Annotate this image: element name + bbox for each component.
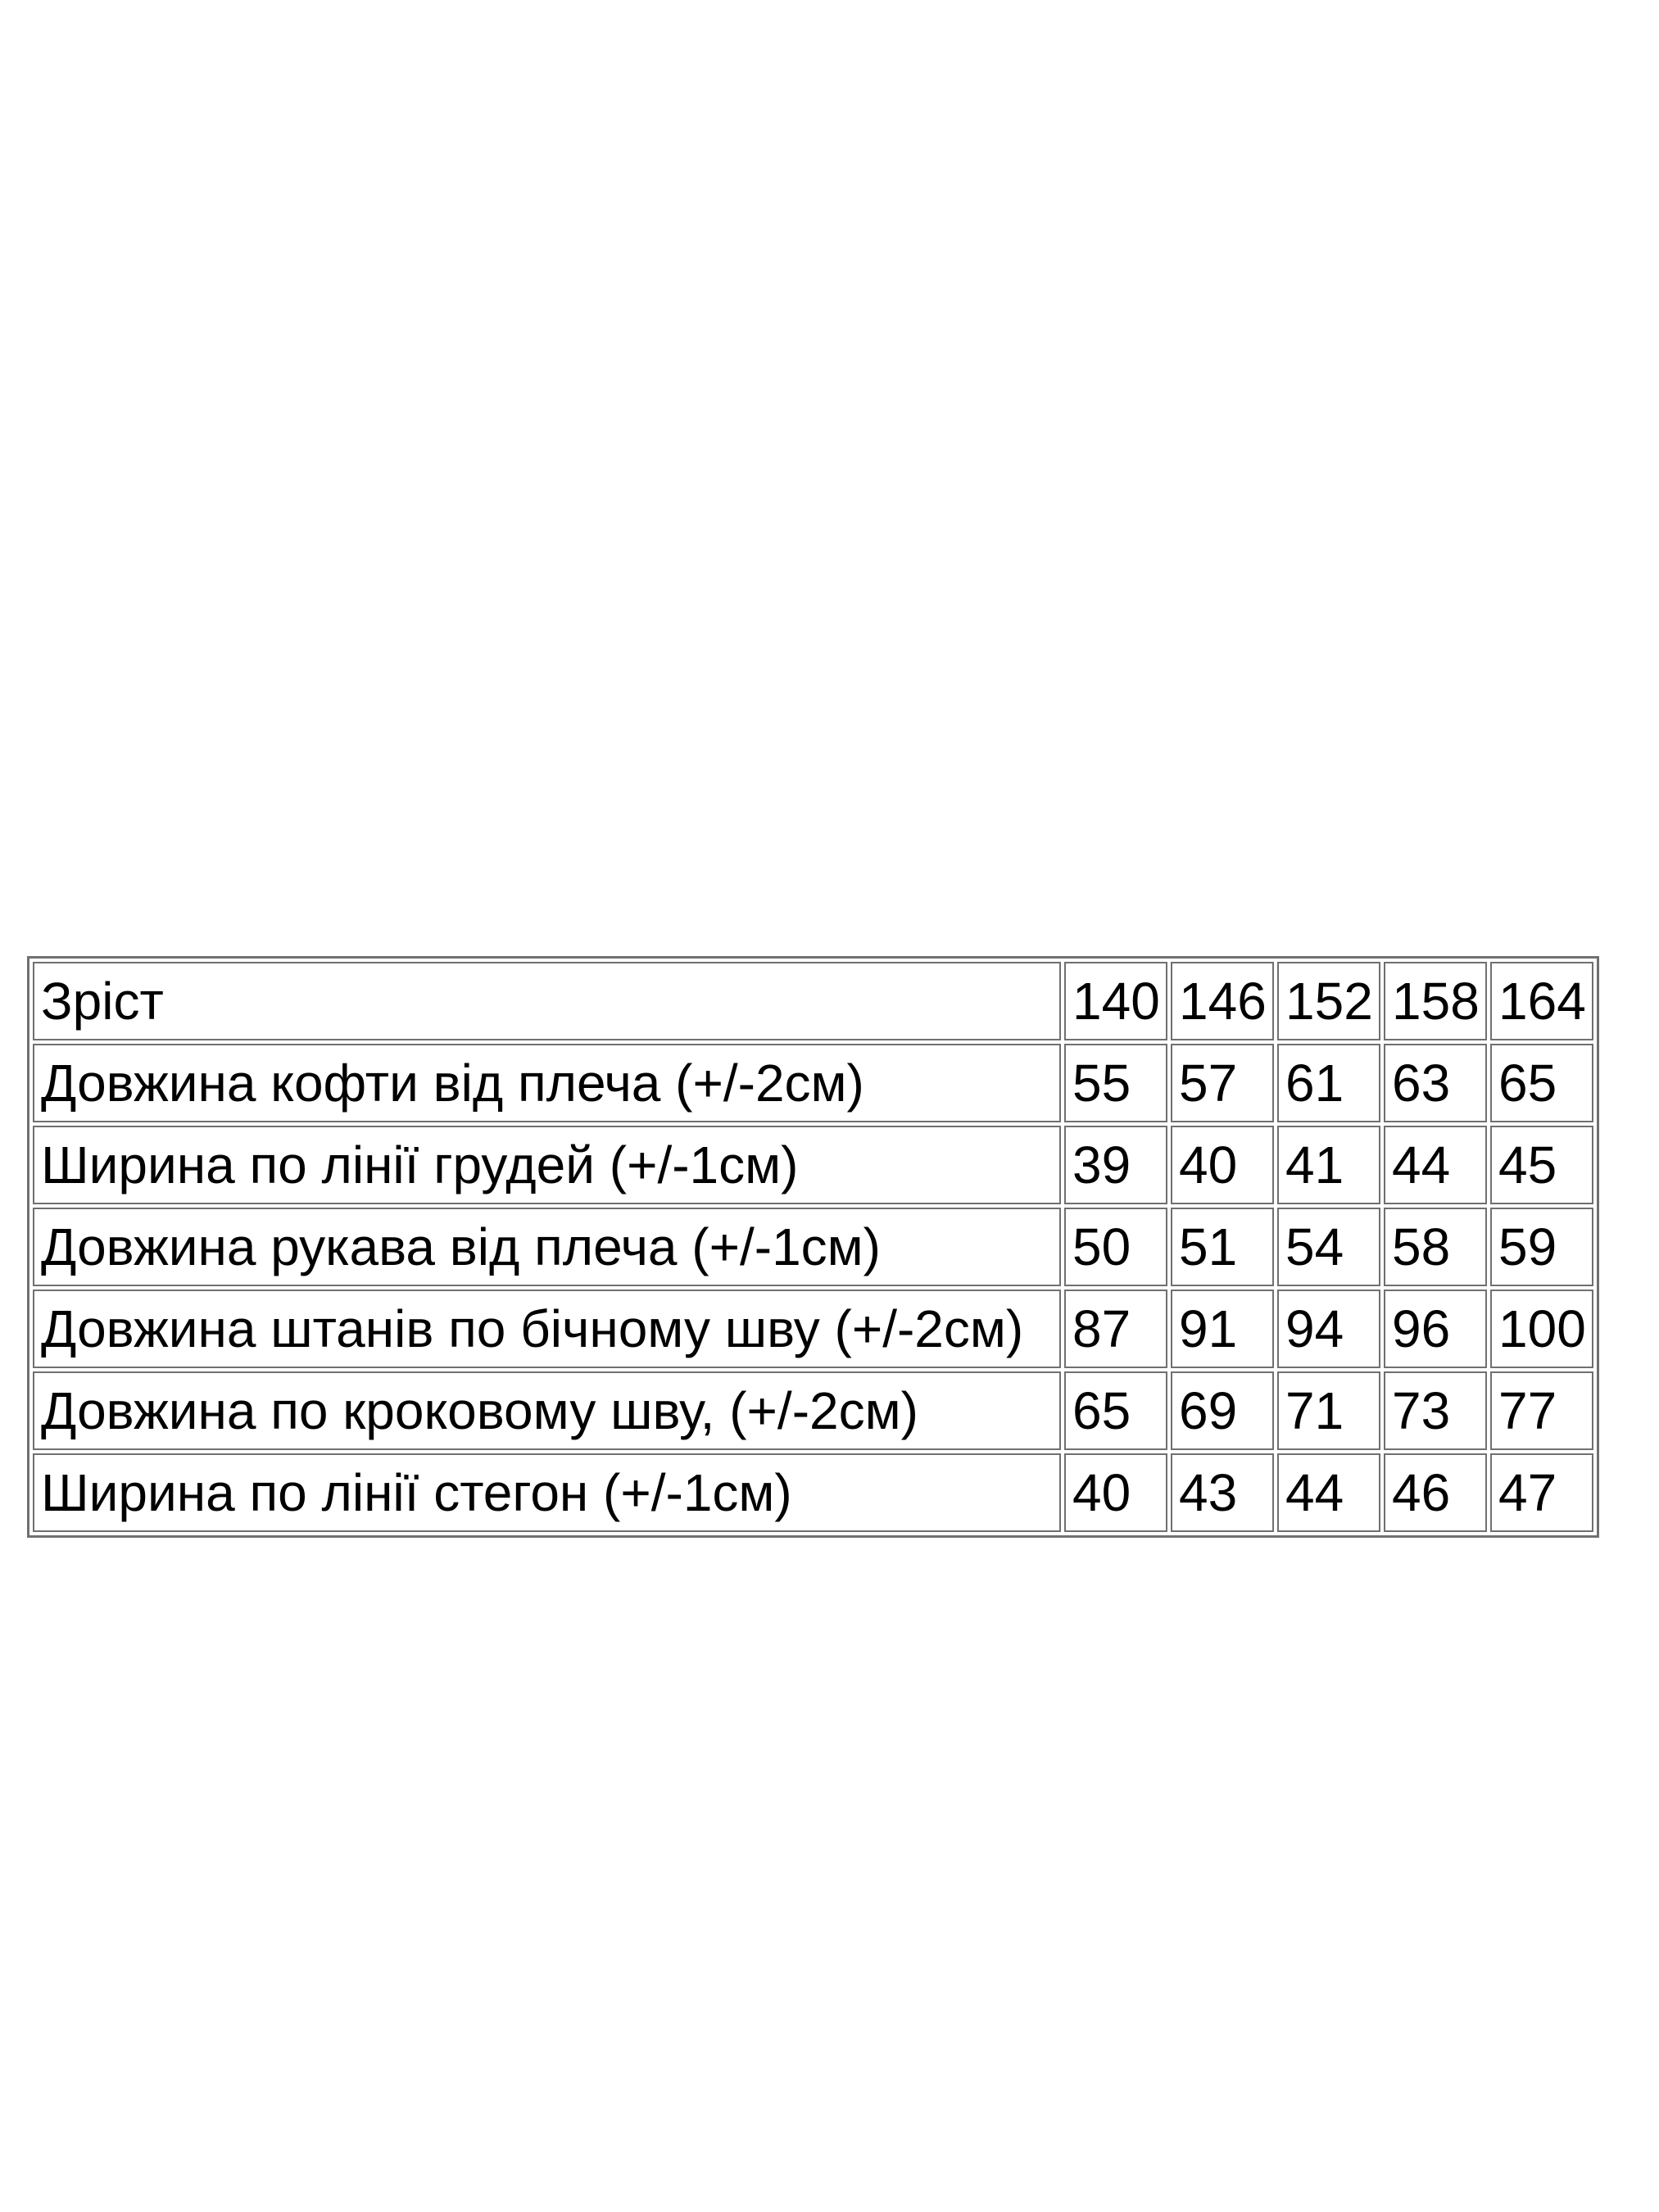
size-value-cell: 41 (1277, 1126, 1380, 1204)
size-value-cell: 44 (1384, 1126, 1487, 1204)
table-header-row (33, 962, 1593, 1040)
table-row (33, 1208, 1593, 1286)
size-value-cell: 57 (1171, 1044, 1274, 1122)
table-row (33, 1371, 1593, 1450)
size-value-cell: 58 (1384, 1208, 1487, 1286)
size-value-cell: 44 (1277, 1453, 1380, 1532)
size-value-cell: 50 (1064, 1208, 1167, 1286)
size-value-cell: 65 (1064, 1371, 1167, 1450)
size-value-cell: 69 (1171, 1371, 1274, 1450)
size-value-cell: 40 (1064, 1453, 1167, 1532)
size-value-cell: 43 (1171, 1453, 1274, 1532)
measurement-label-cell: Ширина по лінії стегон (+/-1см) (33, 1453, 1061, 1532)
size-value-cell: 77 (1490, 1371, 1593, 1450)
size-chart-table (27, 956, 1599, 1538)
size-value-cell: 39 (1064, 1126, 1167, 1204)
size-value-cell: 96 (1384, 1290, 1487, 1368)
table-row (33, 1453, 1593, 1532)
size-value-cell: 65 (1490, 1044, 1593, 1122)
size-value-cell: 87 (1064, 1290, 1167, 1368)
measurement-label-cell: Довжина штанів по бічному шву (+/-2см) (33, 1290, 1061, 1368)
size-value-cell: 59 (1490, 1208, 1593, 1286)
header-size-cell: 164 (1490, 962, 1593, 1040)
size-value-cell: 46 (1384, 1453, 1487, 1532)
header-label-cell: Зріст (33, 962, 1061, 1040)
size-value-cell: 100 (1490, 1290, 1593, 1368)
size-value-cell: 94 (1277, 1290, 1380, 1368)
measurement-label-cell: Довжина кофти від плеча (+/-2см) (33, 1044, 1061, 1122)
header-size-cell: 158 (1384, 962, 1487, 1040)
measurement-label-cell: Довжина рукава від плеча (+/-1см) (33, 1208, 1061, 1286)
size-value-cell: 40 (1171, 1126, 1274, 1204)
header-size-cell: 146 (1171, 962, 1274, 1040)
measurement-label-cell: Довжина по кроковому шву, (+/-2см) (33, 1371, 1061, 1450)
size-value-cell: 91 (1171, 1290, 1274, 1368)
size-value-cell: 61 (1277, 1044, 1380, 1122)
header-size-cell: 152 (1277, 962, 1380, 1040)
size-value-cell: 51 (1171, 1208, 1274, 1286)
size-value-cell: 63 (1384, 1044, 1487, 1122)
size-value-cell: 47 (1490, 1453, 1593, 1532)
table-row (33, 1044, 1593, 1122)
size-value-cell: 71 (1277, 1371, 1380, 1450)
measurement-label-cell: Ширина по лінії грудей (+/-1см) (33, 1126, 1061, 1204)
table-row (33, 1290, 1593, 1368)
size-value-cell: 73 (1384, 1371, 1487, 1450)
header-size-cell: 140 (1064, 962, 1167, 1040)
size-value-cell: 55 (1064, 1044, 1167, 1122)
size-value-cell: 45 (1490, 1126, 1593, 1204)
size-value-cell: 54 (1277, 1208, 1380, 1286)
table-row (33, 1126, 1593, 1204)
